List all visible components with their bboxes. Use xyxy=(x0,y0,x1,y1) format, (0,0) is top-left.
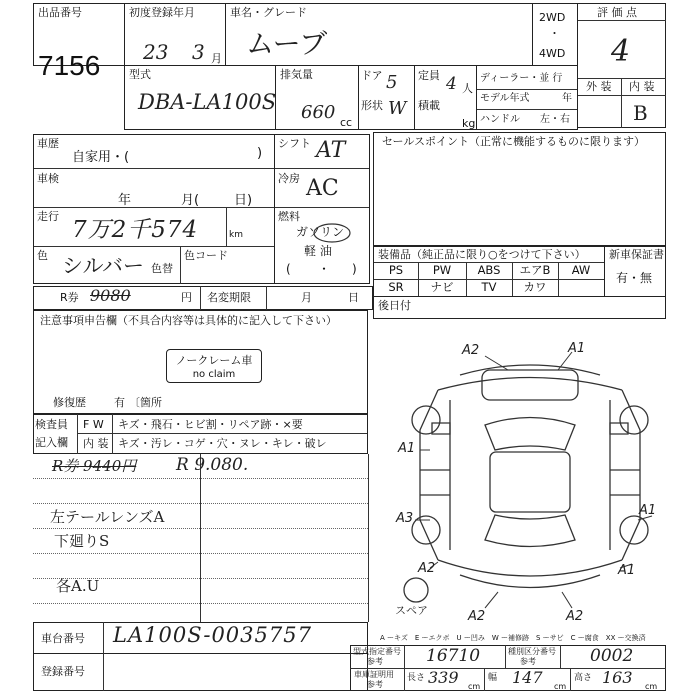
notes-label: 注意事項申告欄（不具合内容等は具体的に記入して下さい） xyxy=(40,314,337,327)
load-label: 積載 xyxy=(418,99,440,112)
repair-value: 有 xyxy=(114,396,125,409)
shift-label: シフト xyxy=(278,137,311,150)
class-value: 0002 xyxy=(590,646,634,666)
shape-label: 形状 xyxy=(361,99,383,112)
damage-mark-left-rear: A3 xyxy=(396,511,414,526)
shift-value: AT xyxy=(316,138,346,163)
type-no-value: 16710 xyxy=(426,646,481,666)
drive-dot: ・ xyxy=(549,27,560,40)
equip-pw: PW xyxy=(432,263,452,277)
note-line1-crossed: R券 9440円 xyxy=(52,457,137,475)
equip-tv: TV xyxy=(481,280,497,294)
history-value: 自家用・( xyxy=(72,150,130,165)
fuel-open: ( xyxy=(286,262,291,276)
width-label: 幅 xyxy=(488,673,498,683)
type-value: DBA-LA100S xyxy=(138,90,277,114)
inspect-year: 年 xyxy=(118,193,132,208)
fuel-dot: ・ xyxy=(318,262,331,276)
equip-airbag: エアB xyxy=(519,263,551,277)
equip-navi: ナビ xyxy=(430,280,454,294)
no-claim-stamp xyxy=(166,349,262,383)
note-line1: R 9.080. xyxy=(176,455,249,475)
fuel-gas-circle-mark xyxy=(312,222,352,244)
door-value: 5 xyxy=(386,72,398,93)
dealer-label: ディーラー・並 行 xyxy=(480,73,563,84)
length-value: 339 xyxy=(428,668,459,687)
door-label: ドア xyxy=(361,69,383,82)
equip-aw: AW xyxy=(571,263,591,277)
first-reg-month: 3 xyxy=(192,40,205,64)
chassis-label: 車台番号 xyxy=(41,632,85,645)
damage-mark-right-rear: A1 xyxy=(639,503,657,518)
no-claim-stamp-sub: no claim xyxy=(192,369,236,380)
cap-label: 定員 xyxy=(418,69,440,82)
equipment-label: 装備品（純正品に限り○をつけて下さい） xyxy=(378,248,586,261)
damage-marks xyxy=(395,341,656,624)
equip-sr: SR xyxy=(388,280,404,294)
cap-value: 4 xyxy=(446,74,457,94)
fuel-close: ) xyxy=(352,262,357,276)
disp-label: 排気量 xyxy=(280,68,313,81)
entry-label: 記入欄 xyxy=(35,436,68,449)
cap-unit: 人 xyxy=(462,82,473,95)
warranty-label: 新車保証書 xyxy=(609,248,664,261)
name-change-month: 月 xyxy=(301,291,312,304)
interior-entry-label: 内 装 xyxy=(83,437,109,450)
after-install-label: 後日付 xyxy=(378,299,411,312)
interior-items: キズ・汚レ・コゲ・穴・ヌレ・キレ・破レ xyxy=(118,437,327,450)
recycle-crossed-value: 9080 xyxy=(90,286,131,305)
handle-label: ハンドル xyxy=(480,114,520,125)
aircon-label: 冷房 xyxy=(278,172,300,185)
inspector-label: 検査員 xyxy=(35,418,68,431)
after-install-box xyxy=(373,296,666,319)
equip-ps: PS xyxy=(388,263,404,277)
km-label: 走行 xyxy=(37,210,59,223)
wheels xyxy=(404,406,648,602)
damage-mark-rear-bumper-right: A2 xyxy=(566,609,584,624)
recycle-box xyxy=(33,286,373,310)
cert-label-ref: 参考 xyxy=(367,680,383,689)
first-reg-year: 23 xyxy=(143,40,169,64)
recycle-label: R券 xyxy=(60,291,79,304)
km-unit: km xyxy=(229,230,243,240)
height-label: 高さ xyxy=(574,673,593,683)
length-label: 長さ xyxy=(407,673,426,683)
equip-abs: ABS xyxy=(477,263,501,277)
name-change-label: 名変期限 xyxy=(207,291,251,304)
length-unit: cm xyxy=(468,682,481,691)
lot-number: 7156 xyxy=(38,50,101,81)
drive-4wd: 4WD xyxy=(539,47,566,60)
history-label: 車歴 xyxy=(37,137,59,150)
fuel-gas: ガソリン xyxy=(296,225,345,239)
disp-unit: cc xyxy=(340,116,353,129)
name-change-day: 日 xyxy=(348,291,359,304)
spare-label: スペア xyxy=(395,604,428,617)
drive-2wd: 2WD xyxy=(539,11,566,24)
model-year-unit: 年 xyxy=(562,93,572,104)
note-line2: 左テールレンズA xyxy=(50,508,165,526)
km-value: 7万2千574 xyxy=(72,217,199,243)
fuel-label: 燃料 xyxy=(278,210,300,223)
sales-point-label: セールスポイント（正常に機能するものに限ります） xyxy=(382,135,646,148)
color-code-label: 色コード xyxy=(184,249,228,262)
car-damage-diagram xyxy=(390,330,665,630)
load-unit: kg xyxy=(462,117,476,130)
disp-value: 660 xyxy=(301,102,336,123)
type-no-label: 型式指定番号 xyxy=(353,647,401,656)
inspect-month: 月( xyxy=(181,193,200,208)
grade-label: 評 価 点 xyxy=(597,6,637,19)
model-label: 車名・グレード xyxy=(230,6,307,19)
recycle-unit: 円 xyxy=(181,291,192,304)
model-name: ムーブ xyxy=(246,27,328,60)
type-no-label-ref: 参考 xyxy=(367,657,383,666)
sales-point-box xyxy=(373,132,666,246)
repair-place: 〔箇所 xyxy=(129,396,162,409)
chassis-value: LA100S-0035757 xyxy=(113,623,312,647)
width-unit: cm xyxy=(554,682,567,691)
fw-label: F W xyxy=(83,418,104,431)
width-value: 147 xyxy=(512,668,543,687)
type-label: 型式 xyxy=(129,68,151,81)
reg-label: 登録番号 xyxy=(41,665,85,678)
damage-mark-rear-left: A2 xyxy=(418,561,436,576)
equip-leather: カワ xyxy=(523,280,547,294)
cert-label: 車庫証明用 xyxy=(354,670,394,679)
warranty-value: 有・無 xyxy=(616,271,653,285)
no-claim-stamp-title: ノークレーム車 xyxy=(175,354,253,367)
inspect-label: 車検 xyxy=(37,172,59,185)
class-label-ref: 参考 xyxy=(520,657,536,666)
inspect-day: 日) xyxy=(234,193,253,208)
damage-mark-front-left: A2 xyxy=(462,343,480,358)
class-label: 種別区分番号 xyxy=(508,647,556,656)
repair-label: 修復歴 xyxy=(53,396,86,409)
damage-legend: A ーキズ E ーエクボ U ー凹み W ー補修跡 S ーサビ C ー腐食 XX ー交換済 xyxy=(380,634,646,642)
interior-label: 内 装 xyxy=(629,80,655,93)
lot-label: 出品番号 xyxy=(38,6,82,19)
notes-area-divider xyxy=(200,454,201,622)
color-label: 色 xyxy=(37,249,48,262)
grade-value: 4 xyxy=(611,34,631,69)
damage-mark-left-front: A1 xyxy=(398,441,416,456)
damage-mark-front-right: A1 xyxy=(568,341,586,356)
aircon-value: AC xyxy=(306,176,339,201)
model-year-label: モデル年式 xyxy=(480,93,530,104)
color-value: シルバー xyxy=(62,254,145,278)
note-line4: 各A.U xyxy=(56,577,100,595)
fw-items: キズ・飛石・ヒビ割・リペア跡・×要 xyxy=(118,418,303,431)
shape-value: W xyxy=(388,98,407,119)
note-line3: 下廻りS xyxy=(54,532,110,550)
height-value: 163 xyxy=(602,668,633,687)
exterior-label: 外 装 xyxy=(586,80,612,93)
first-reg-month-unit: 月 xyxy=(211,52,222,65)
fuel-diesel: 軽 油 xyxy=(304,244,332,258)
interior-grade: B xyxy=(633,101,648,125)
first-reg-label: 初度登録年月 xyxy=(129,6,195,19)
notes-area-right-edge xyxy=(368,454,369,622)
history-close: ) xyxy=(257,146,263,161)
color-change: 色替 xyxy=(151,262,173,275)
car-outline xyxy=(420,365,640,588)
damage-mark-rear-right: A1 xyxy=(618,563,636,578)
handle-value: 左・右 xyxy=(540,114,570,125)
damage-mark-rear-bumper-left: A2 xyxy=(468,609,486,624)
height-unit: cm xyxy=(645,682,658,691)
